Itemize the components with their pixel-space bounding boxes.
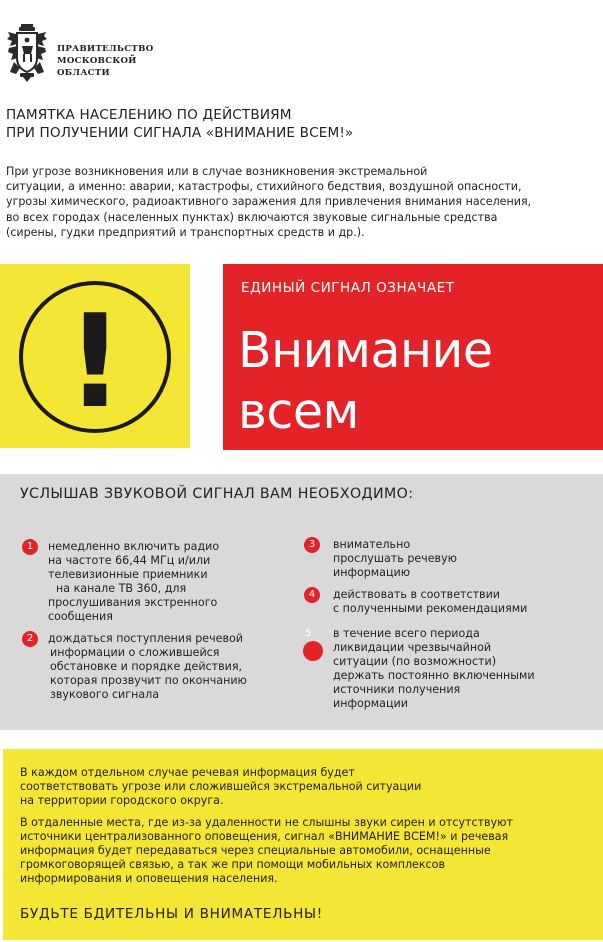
coat-of-arms-icon: [6, 24, 48, 82]
step-number-badge: [303, 641, 323, 661]
step-line: с полученными рекомендациями: [333, 601, 528, 615]
step-line: звукового сигнала: [50, 687, 160, 701]
step-line: в течение всего периода: [333, 627, 480, 640]
intro-line: При угрозе возникновения или в случае возникновения экстремальной: [6, 165, 428, 178]
info-line: источники централизованного оповещения, сигнал «ВНИМАНИЕ ВСЕМ!» и речевая: [20, 830, 509, 843]
info-line: В каждом отдельном случае речевая информация будет: [20, 766, 355, 779]
info-line: В отдаленные места, где из-за удаленности не слышны звуки сирен и отсутствуют: [20, 816, 513, 829]
step-number-label: 5: [305, 628, 312, 639]
info-line: громкоговорящей связью, а так же при помощи мобильных комплексов: [20, 858, 445, 871]
step-line: телевизионные приемники: [48, 567, 208, 581]
step-line: информации о сложившейся: [50, 645, 220, 659]
step-line: сообщения: [48, 609, 113, 623]
step-line: немедленно включить радио: [48, 540, 220, 553]
step-line: обстановке и порядке действия,: [50, 659, 243, 673]
step-line: которая прозвучит по окончанию: [50, 673, 247, 687]
step-line: прослушивания экстренного: [48, 595, 218, 609]
memo-title-line: ПАМЯТКА НАСЕЛЕНИЮ ПО ДЕЙСТВИЯМ: [6, 107, 292, 123]
step-number-badge: 3: [304, 537, 320, 553]
info-paragraph-2: [20, 816, 513, 886]
info-line: соответствовать угрозе или сложившейся экстремальной ситуации: [20, 780, 422, 793]
step-number-badge: 2: [22, 631, 38, 647]
info-line: на территории городского округа.: [20, 794, 224, 807]
step-1-text: [48, 540, 219, 623]
step-line: на частоте 66,44 МГц и/или: [48, 553, 211, 567]
info-paragraph-1: [20, 766, 421, 808]
step-number-badge: 4: [304, 587, 320, 603]
exclamation-icon: [0, 264, 190, 448]
step-5-text: [333, 627, 535, 710]
step-line: на канале ТВ 360, для: [56, 581, 187, 595]
intro-line: ситуации, а именно: аварии, катастрофы, стихийного бедствия, воздушной опасности,: [6, 180, 522, 194]
step-line: действовать в соответствии: [333, 588, 501, 601]
step-4-text: [333, 588, 527, 616]
step-2-text: [48, 632, 247, 702]
info-line: информирования и оповещения населения.: [20, 872, 278, 885]
step-line: дождаться поступления речевой: [48, 632, 244, 645]
organization-name-line: МОСКОВСКОЙ: [57, 56, 137, 67]
intro-paragraph: [6, 164, 531, 240]
exclamation-glyph: !: [65, 288, 125, 437]
memo-title-line: ПРИ ПОЛУЧЕНИИ СИГНАЛА «ВНИМАНИЕ ВСЕМ!»: [6, 125, 354, 141]
step-line: ситуации (по возможности): [333, 654, 497, 668]
step-line: информацию: [333, 565, 411, 579]
warning-panel: [0, 264, 190, 448]
step-line: прослушать речевую: [333, 551, 458, 565]
signal-headline: [238, 320, 493, 442]
step-line: информации: [333, 696, 408, 710]
step-line: держать постоянно включенными: [333, 668, 535, 682]
signal-subtitle: ЕДИНЫЙ СИГНАЛ ОЗНАЧАЕТ: [241, 280, 455, 296]
vigilance-call: БУДЬТЕ БДИТЕЛЬНЫ И ВНИМАТЕЛЬНЫ!: [20, 906, 323, 922]
step-line: источники получения: [333, 682, 461, 696]
step-3-text: [333, 538, 457, 580]
signal-headline-line: Внимание: [238, 322, 493, 379]
instructions-heading: УСЛЫШАВ ЗВУКОВОЙ СИГНАЛ ВАМ НЕОБХОДИМО:: [20, 486, 414, 502]
step-number-badge: 1: [22, 539, 38, 555]
step-line: ликвидации чрезвычайной: [333, 640, 492, 654]
signal-headline-line: всем: [238, 383, 359, 440]
organization-name-line: ОБЛАСТИ: [57, 68, 110, 79]
step-line: внимательно: [333, 538, 411, 551]
info-line: информация будет передаваться через специальные автомобили, оснащенные: [20, 844, 491, 857]
intro-line: во всех городах (населенных пунктах) включаются звуковые сигнальные средства: [6, 210, 498, 224]
intro-line: угрозы химического, радиоактивного заражения для привлечения внимания населения,: [6, 195, 532, 209]
intro-line: (сирены, гудки предприятий и транспортных средств и др.).: [6, 225, 365, 239]
memo-title: [6, 106, 353, 142]
organization-name-line: ПРАВИТЕЛЬСТВО: [57, 44, 154, 54]
organization-name: [57, 43, 153, 80]
